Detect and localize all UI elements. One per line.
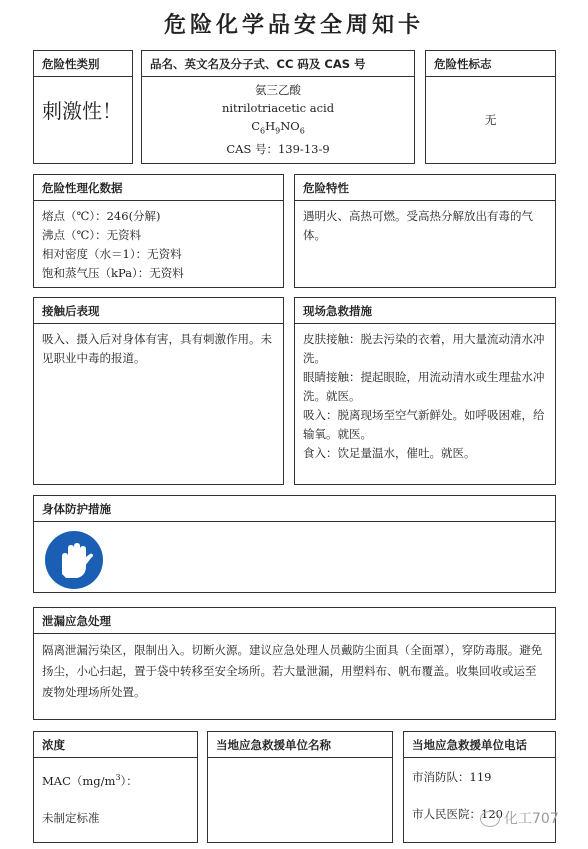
mac-label: $MAC(mg/m^3)$：: [42, 773, 138, 788]
spill-panel: [33, 607, 556, 720]
spill-header: 泄漏应急处理: [34, 608, 555, 634]
hazard-class-value: 刺激性！: [42, 99, 122, 123]
hazard-props-panel: [294, 174, 556, 288]
exposure-text: 吸入、摄入后对身体有害，具有刺激作用。未见职业中毒的报道。: [42, 332, 272, 365]
page-title: 危险化学品安全周知卡: [163, 13, 424, 38]
first-aid-panel: [294, 297, 556, 485]
first-aid-eyes: 眼睛接触：提起眼睑，用流动清水或生理盐水冲洗。就医。: [303, 370, 545, 403]
cas-number: CAS 号：139-13-9: [226, 142, 330, 157]
chemical-name-en: nitrilotriacetic acid: [221, 101, 335, 115]
vapor-pressure: 饱和蒸气压（kPa）：无资料: [42, 266, 184, 280]
mac-value: 未制定标准: [42, 810, 100, 825]
names-header: 品名、英文名及分子式、CC 码及 CAS 号: [142, 51, 414, 77]
hospital-phone: 市人民医院：120: [412, 807, 503, 821]
hazard-sign-header: 危险性标志: [426, 51, 555, 77]
molecular-formula: $C_6H_9NO_6$: [251, 119, 305, 136]
glove-icon: [44, 530, 104, 590]
first-aid-ingestion: 食入：饮足量温水，催吐。就医。: [303, 446, 476, 460]
boiling-point: 沸点（℃）：无资料: [42, 228, 142, 242]
physchem-panel: [33, 174, 284, 288]
hazard-class-header: 危险性类别: [34, 51, 132, 77]
hazard-sign-panel: [425, 50, 556, 164]
concentration-panel: [33, 731, 198, 843]
rescue-unit-header: 当地应急救援单位名称: [208, 732, 392, 758]
chemical-name-cn: 氨三乙酸: [255, 83, 301, 97]
first-aid-header: 现场急救措施: [295, 298, 555, 324]
relative-density: 相对密度（水＝1）：无资料: [42, 247, 182, 261]
first-aid-skin: 皮肤接触：脱去污染的衣着，用大量流动清水冲洗。: [303, 332, 545, 365]
exposure-panel: [33, 297, 284, 485]
watermark: 化工707: [480, 808, 559, 828]
rescue-unit-panel: [207, 731, 393, 843]
hazard-props-header: 危险特性: [295, 175, 555, 201]
protection-header: 身体防护措施: [34, 496, 555, 522]
hazard-props-text: 遇明火、高热可燃。受高热分解放出有毒的气体。: [303, 209, 533, 242]
wechat-icon: [480, 811, 500, 827]
hazard-sign-value: 无: [484, 113, 497, 127]
fire-brigade-phone: 市消防队：119: [412, 770, 492, 784]
first-aid-inhalation: 吸入：脱离现场至空气新鲜处。如呼吸困难，给输氧。就医。: [303, 408, 545, 441]
exposure-header: 接触后表现: [34, 298, 283, 324]
rescue-phone-header: 当地应急救援单位电话: [404, 732, 555, 758]
concentration-header: 浓度: [34, 732, 197, 758]
physchem-header: 危险性理化数据: [34, 175, 283, 201]
melting-point: 熔点（℃）：246(分解): [42, 209, 161, 223]
hazard-class-panel: [33, 50, 133, 164]
protection-panel: [33, 495, 556, 593]
names-panel: [141, 50, 415, 164]
spill-text: 隔离泄漏污染区，限制出入。切断火源。建议应急处理人员戴防尘面具（全面罩），穿防毒服。避免扬尘，小心扫起，置于袋中转移至安全场所。若大量泄漏，用塑料布、帆布覆盖。收集回收或运至废物处理场所处置。: [42, 643, 543, 699]
